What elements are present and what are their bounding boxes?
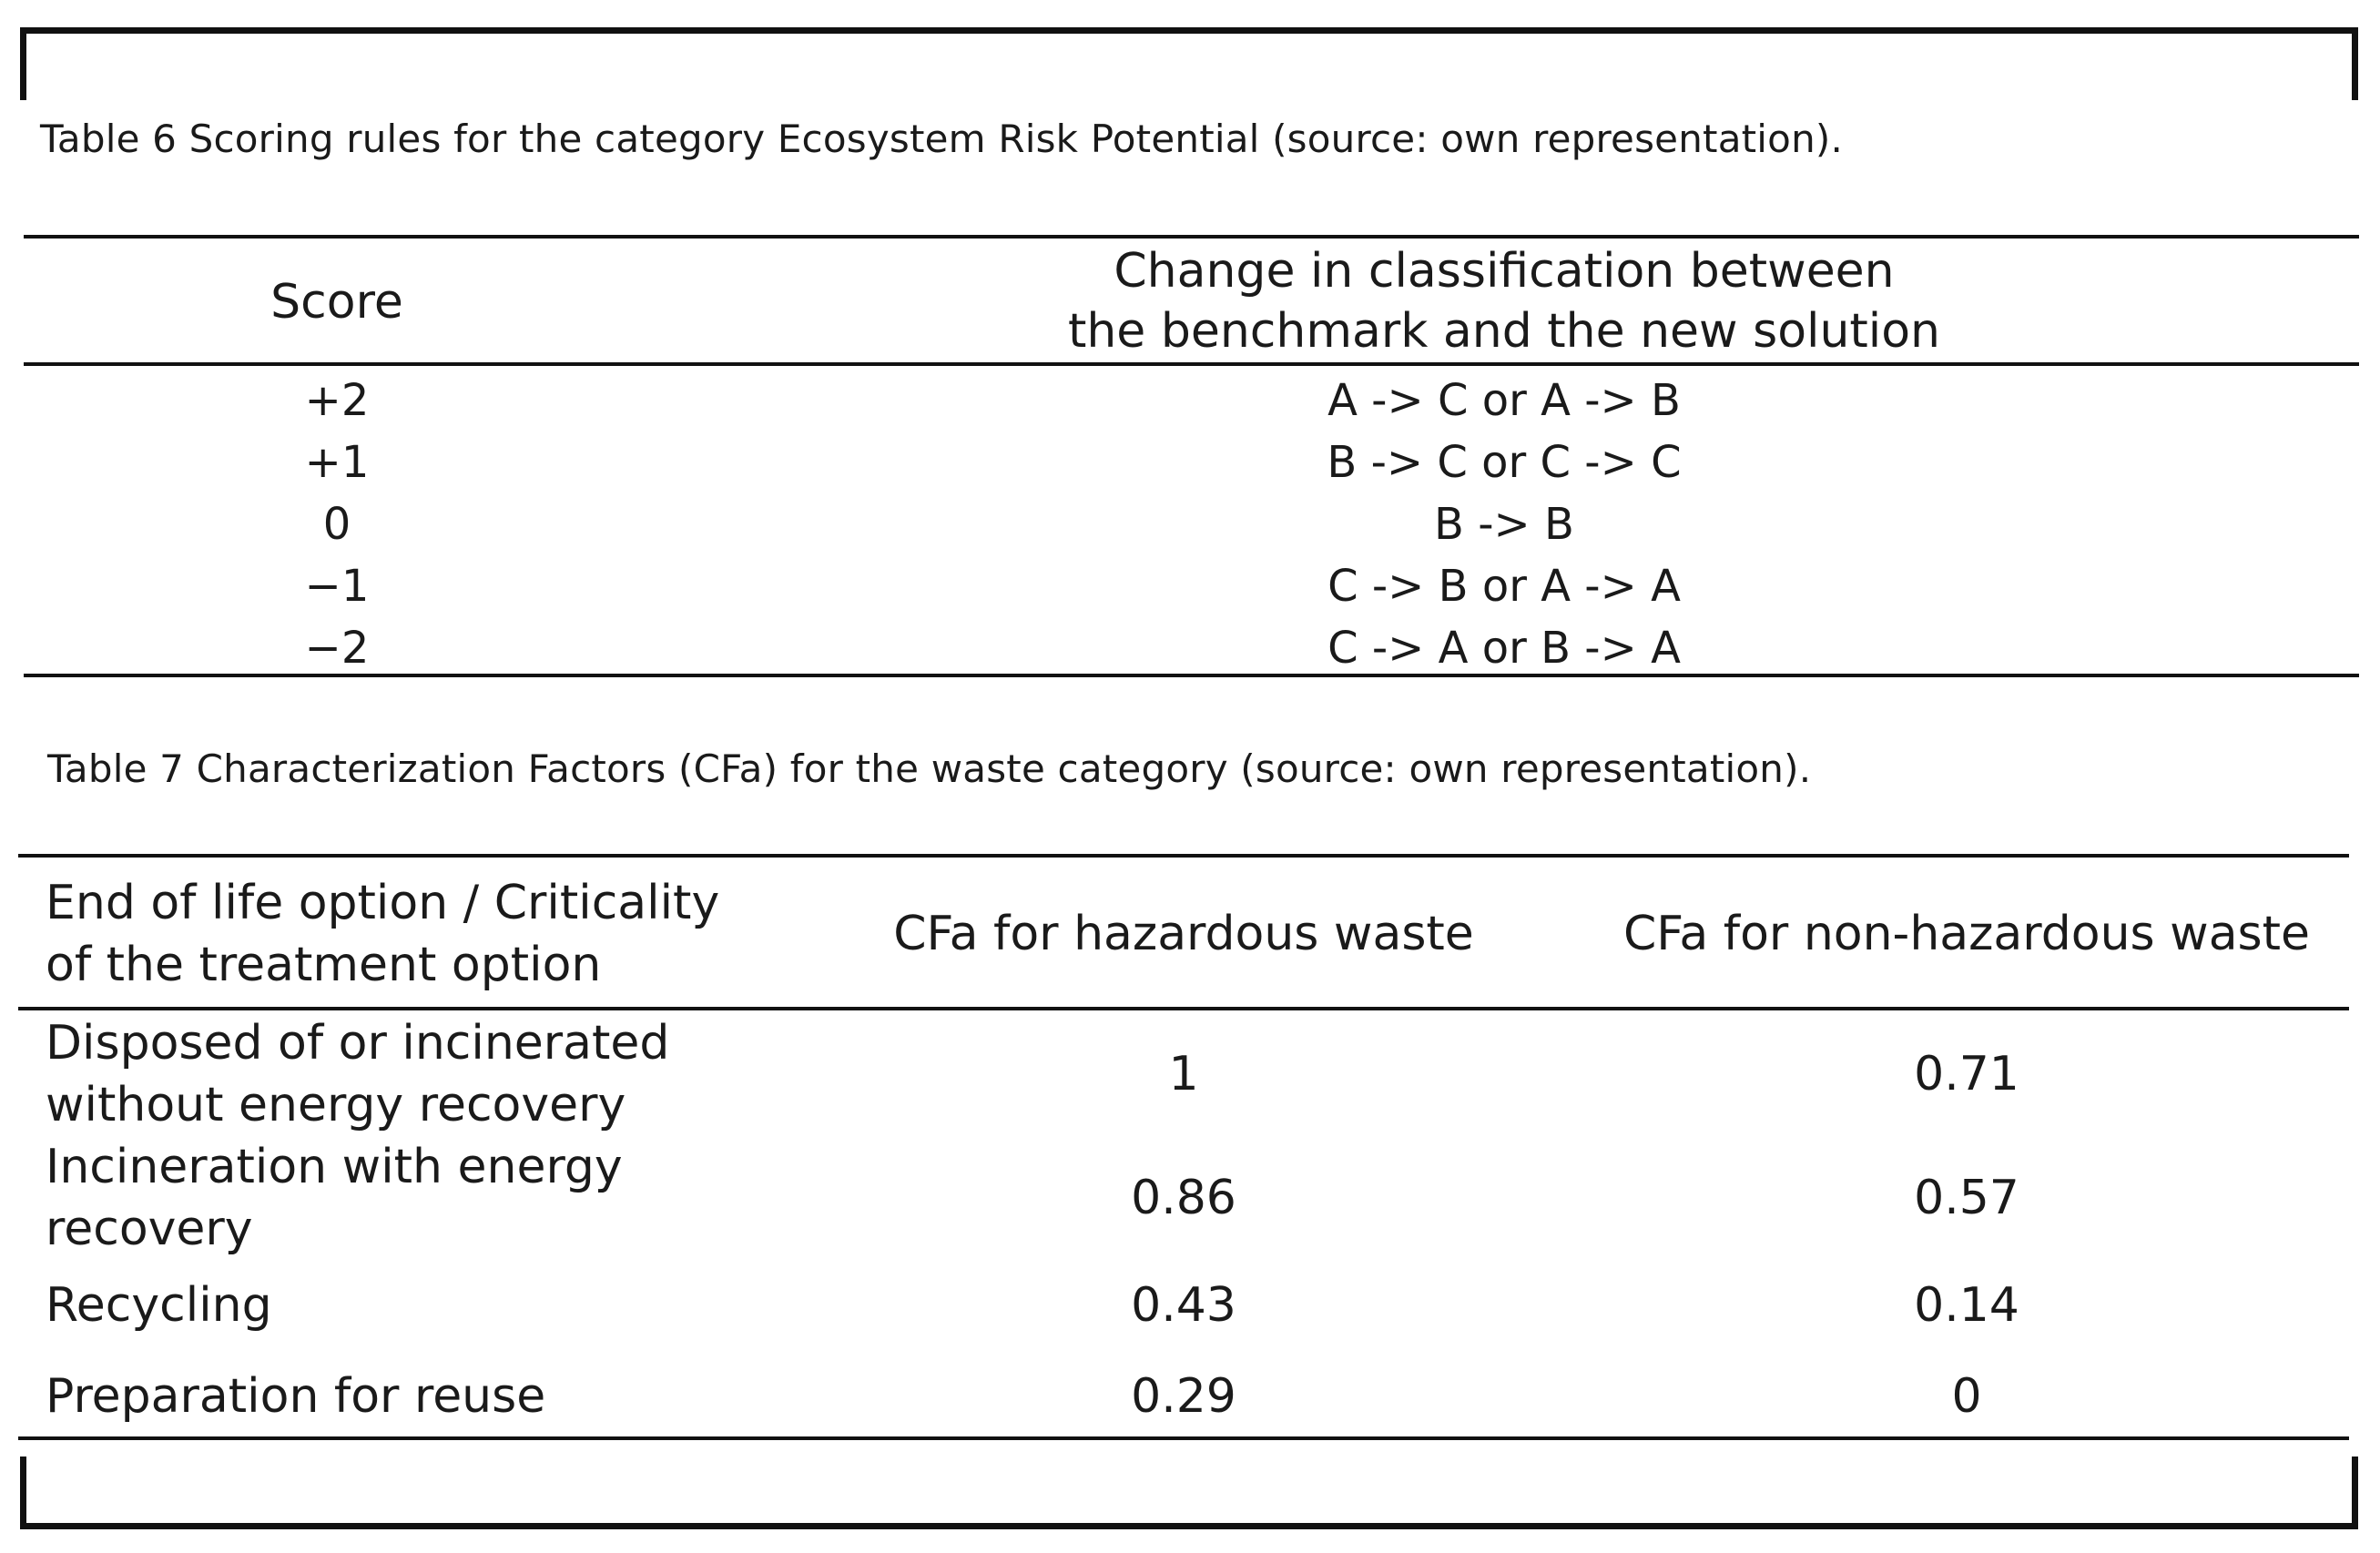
table6-change: B -> C or C -> C — [1327, 437, 1682, 488]
table6-header-score: Score — [270, 275, 403, 330]
table6-change: A -> C or A -> B — [1327, 375, 1681, 426]
table7-hazardous-value: 1 — [1168, 1047, 1199, 1101]
table7-hazardous-value: 0.29 — [1131, 1369, 1236, 1424]
table7-hazardous-value: 0.86 — [1131, 1171, 1236, 1225]
table7-header-non-hazardous: CFa for non-hazardous waste — [1622, 907, 2311, 961]
table7-non-hazardous-value: 0.14 — [1914, 1278, 2019, 1333]
table7-bottom-rule — [18, 1436, 2349, 1440]
table6-change: C -> A or B -> A — [1327, 623, 1681, 674]
table7-hazardous-value: 0.43 — [1131, 1278, 1236, 1333]
table6-header-rule — [24, 362, 2359, 366]
table7-option-line2: recovery — [46, 1202, 253, 1256]
top-frame-bracket — [20, 27, 2358, 100]
table6-score: −2 — [304, 623, 370, 674]
table7-header-rule — [18, 1007, 2349, 1010]
table7-caption: Table 7 Characterization Factors (CFa) for the waste category (source: own representation). — [47, 746, 1812, 791]
table6-header-change-line1: Change in classification between — [1114, 244, 1895, 299]
bottom-frame-bracket — [20, 1457, 2358, 1529]
table6-caption: Table 6 Scoring rules for the category Ecosystem Risk Potential (source: own representation). — [40, 117, 1844, 161]
table6-change: C -> B or A -> A — [1327, 561, 1681, 612]
table6-score: 0 — [322, 499, 351, 550]
table6-score: +1 — [304, 437, 370, 488]
table7-option-line1: Incineration with energy — [46, 1140, 623, 1194]
table7-option-line1: Recycling — [46, 1278, 272, 1333]
table7-non-hazardous-value: 0.57 — [1914, 1171, 2019, 1225]
table7-non-hazardous-value: 0 — [1951, 1369, 1982, 1424]
table6-score: −1 — [304, 561, 370, 612]
table7-non-hazardous-value: 0.71 — [1914, 1047, 2019, 1101]
table6-change: B -> B — [1434, 499, 1574, 550]
table6-top-rule — [24, 235, 2359, 239]
table6-score: +2 — [304, 375, 370, 426]
table7-header-hazardous: CFa for hazardous waste — [893, 907, 1474, 961]
table6-header-change-line2: the benchmark and the new solution — [1067, 304, 1941, 359]
table7-top-rule — [18, 854, 2349, 858]
table7-option-line2: without energy recovery — [46, 1078, 626, 1132]
table7-option-line1: Preparation for reuse — [46, 1369, 546, 1424]
table7-option-line1: Disposed of or incinerated — [46, 1016, 670, 1071]
table6-bottom-rule — [24, 674, 2359, 677]
table7-header-option-line1: End of life option / Criticality — [46, 876, 720, 930]
table7-header-option-line2: of the treatment option — [46, 938, 602, 992]
